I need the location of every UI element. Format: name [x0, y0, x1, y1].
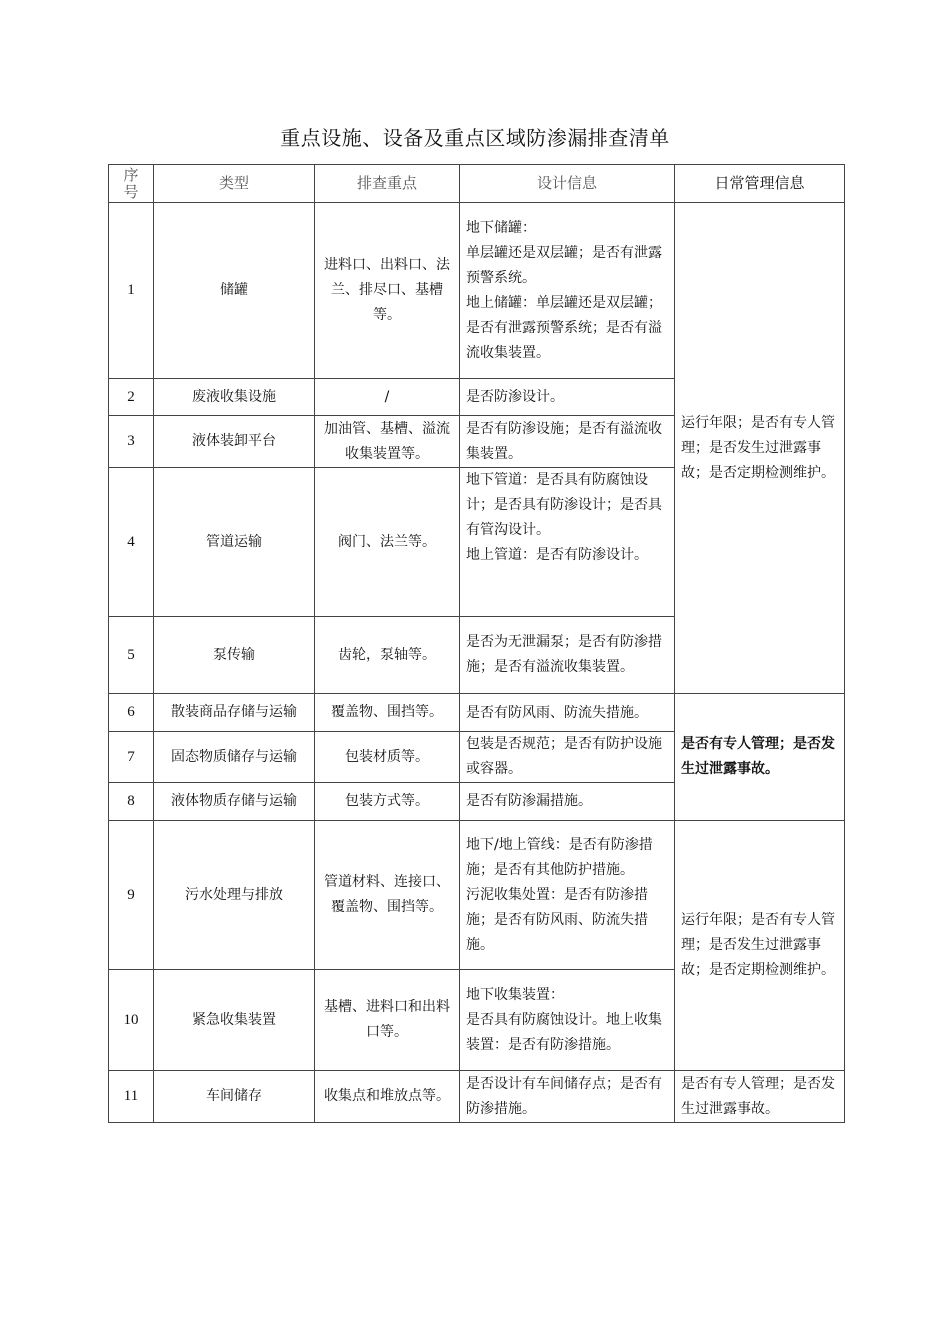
header-type: 类型 — [154, 165, 315, 203]
row-type: 管道运输 — [154, 468, 315, 617]
row-design: 是否防渗设计。 — [460, 379, 675, 416]
row-design: 是否设计有车间储存点；是否有防渗措施。 — [460, 1071, 675, 1123]
row-focus: 包装材质等。 — [315, 732, 460, 783]
row-type: 废液收集设施 — [154, 379, 315, 416]
row-focus: 覆盖物、围挡等。 — [315, 694, 460, 732]
row-design: 包装是否规范；是否有防护设施或容器。 — [460, 732, 675, 783]
row-type: 紧急收集装置 — [154, 970, 315, 1071]
page-title: 重点设施、设备及重点区域防渗漏排查清单 — [280, 126, 670, 150]
row-design: 是否有防渗漏措施。 — [460, 783, 675, 821]
row-type: 散装商品存储与运输 — [154, 694, 315, 732]
row-number: 3 — [109, 416, 154, 468]
row-focus: 管道材料、连接口、覆盖物、围挡等。 — [315, 821, 460, 970]
daily-info-group-2: 是否有专人管理；是否发生过泄露事故。 — [675, 694, 845, 821]
row-focus: / — [315, 379, 460, 416]
header-daily: 日常管理信息 — [675, 165, 845, 203]
row-design: 是否为无泄漏泵；是否有防渗措施；是否有溢流收集装置。 — [460, 617, 675, 694]
row-focus: 基槽、进料口和出料口等。 — [315, 970, 460, 1071]
row-type: 液体物质存储与运输 — [154, 783, 315, 821]
header-focus: 排查重点 — [315, 165, 460, 203]
row-type: 液体装卸平台 — [154, 416, 315, 468]
row-design: 地下/地上管线：是否有防渗措施；是否有其他防护措施。 污泥收集处置：是否有防渗措施；是否有防风雨、防流失措施。 — [460, 821, 675, 970]
row-type: 固态物质储存与运输 — [154, 732, 315, 783]
row-type: 泵传输 — [154, 617, 315, 694]
row-number: 2 — [109, 379, 154, 416]
inspection-table — [108, 164, 845, 1123]
header-no: 序 号 — [109, 165, 154, 203]
table-row — [109, 1071, 845, 1123]
row-design: 是否有防渗设施；是否有溢流收集装置。 — [460, 416, 675, 468]
row-design: 是否有防风雨、防流失措施。 — [460, 694, 675, 732]
row-number: 11 — [109, 1071, 154, 1123]
table-row — [109, 203, 845, 379]
table-row — [109, 821, 845, 970]
row-focus: 阀门、法兰等。 — [315, 468, 460, 617]
daily-info-group-4: 是否有专人管理；是否发生过泄露事故。 — [675, 1071, 845, 1123]
row-number: 8 — [109, 783, 154, 821]
row-type: 污水处理与排放 — [154, 821, 315, 970]
row-number: 5 — [109, 617, 154, 694]
row-focus: 齿轮，泵轴等。 — [315, 617, 460, 694]
row-focus: 包装方式等。 — [315, 783, 460, 821]
row-number: 10 — [109, 970, 154, 1071]
row-type: 储罐 — [154, 203, 315, 379]
row-number: 6 — [109, 694, 154, 732]
row-number: 7 — [109, 732, 154, 783]
table-row — [109, 694, 845, 732]
row-focus: 加油管、基槽、溢流收集装置等。 — [315, 416, 460, 468]
row-number: 9 — [109, 821, 154, 970]
row-design: 地下收集装置： 是否具有防腐蚀设计。地上收集装置：是否有防渗措施。 — [460, 970, 675, 1071]
row-design: 地下管道：是否具有防腐蚀设计；是否具有防渗设计；是否具有管沟设计。 地上管道：是否有防渗设计。 — [460, 468, 675, 617]
header-design: 设计信息 — [460, 165, 675, 203]
row-type: 车间储存 — [154, 1071, 315, 1123]
row-design: 地下储罐： 单层罐还是双层罐；是否有泄露预警系统。 地上储罐：单层罐还是双层罐；是否有泄露预警系统；是否有溢流收集装置。 — [460, 203, 675, 379]
row-number: 4 — [109, 468, 154, 617]
row-focus: 收集点和堆放点等。 — [315, 1071, 460, 1123]
daily-info-group-3: 运行年限；是否有专人管理；是否发生过泄露事故；是否定期检测维护。 — [675, 821, 845, 1071]
row-number: 1 — [109, 203, 154, 379]
header-row — [109, 165, 845, 203]
row-focus: 进料口、出料口、法兰、排尽口、基槽等。 — [315, 203, 460, 379]
daily-info-group-1: 运行年限；是否有专人管理；是否发生过泄露事故；是否定期检测维护。 — [675, 203, 845, 694]
